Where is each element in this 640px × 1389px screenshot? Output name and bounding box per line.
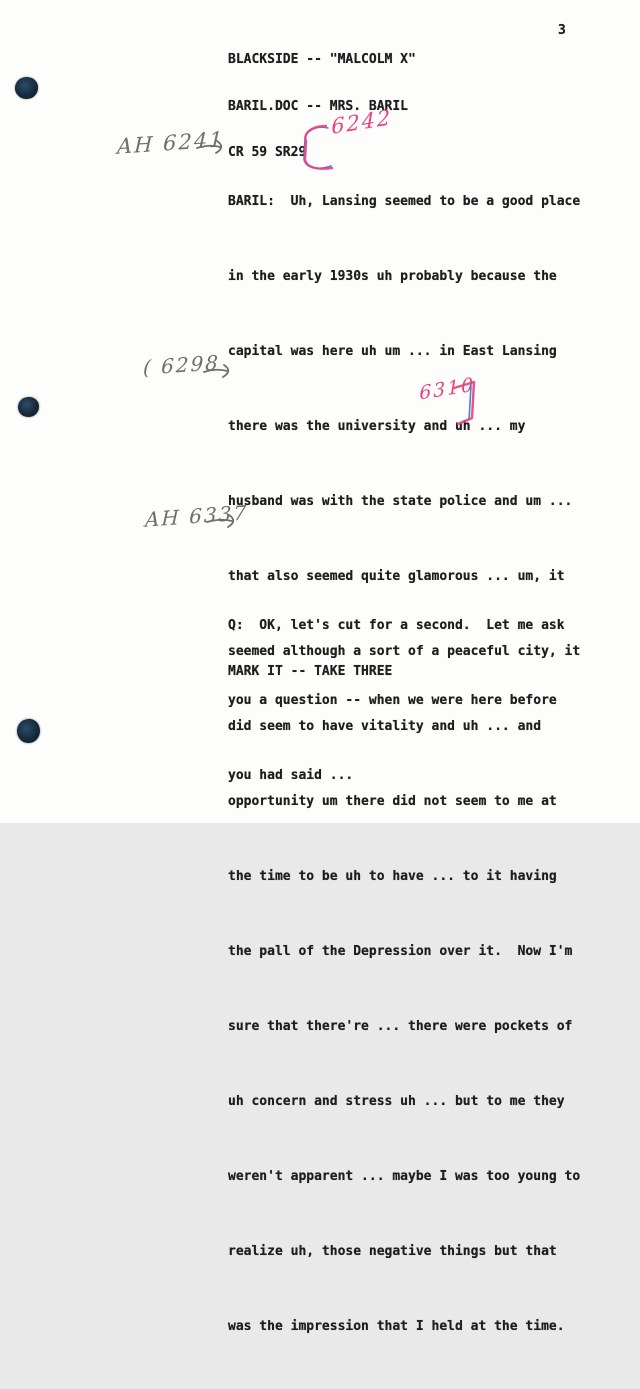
transcript-line: the time to be uh to have ... to it having [228,869,557,884]
pencil-arrow-icon [203,362,237,380]
pencil-arrow-icon [196,138,230,156]
transcript-line: seemed although a sort of a peaceful city, it [228,644,581,659]
header-camera-roll: CR 59 SR29 [228,145,307,160]
transcript-line: did seem to have vitality and uh ... and [228,719,542,734]
transcript-line: Q: OK, let's cut for a second. Let me ask [228,618,565,633]
pink-annotation-6242: 6242 [331,105,393,139]
transcript-line: there was the university and uh ... my [228,419,526,434]
pencil-arrow-icon [206,512,242,530]
edit-close-bracket-icon [452,378,484,430]
punch-hole-middle [18,397,39,417]
header-file: BARIL.DOC -- MRS. BARIL [228,98,409,114]
transcript-line: realize uh, those negative things but that [228,1244,557,1259]
transcript-question [228,563,565,838]
transcript-line: uh concern and stress uh ... but to me they [228,1094,565,1109]
slate-mark-line: MARK IT -- TAKE THREE [228,664,393,679]
edit-open-bracket-icon [298,123,338,175]
transcript-line: the pall of the Depression over it. Now I'm [228,944,573,959]
punch-hole-bottom [16,718,41,744]
transcript-line: BARIL: Uh, Lansing seemed to be a good place [228,194,581,209]
transcript-line: was the impression that I held at the time. [228,1319,565,1334]
transcript-line: sure that there're ... there were pockets of [228,1019,573,1034]
pencil-annotation-6298: ( 6298 [142,350,221,380]
pencil-annotation-6241: AH 6241 [116,127,225,159]
transcript-line: in the early 1930s uh probably because the [228,269,557,284]
transcript-line: capital was here uh um ... in East Lansing [228,344,557,359]
transcript-line: weren't apparent ... maybe I was too young to [228,1169,581,1184]
pink-annotation-6310: 6310 [419,373,476,405]
punch-hole-top [14,76,40,101]
transcript-line: husband was with the state police and um ... [228,494,573,509]
transcript-line: that also seemed quite glamorous ... um, it [228,569,565,584]
header-title: BLACKSIDE -- "MALCOLM X" [228,52,416,67]
transcript-line: you had said ... [228,768,354,783]
page-number: 3 [558,23,566,38]
transcript-line: opportunity um there did not seem to me at [228,794,557,809]
transcript-line: you a question -- when we were here before [228,693,557,708]
pencil-annotation-6337: AH 6337 [144,500,249,532]
